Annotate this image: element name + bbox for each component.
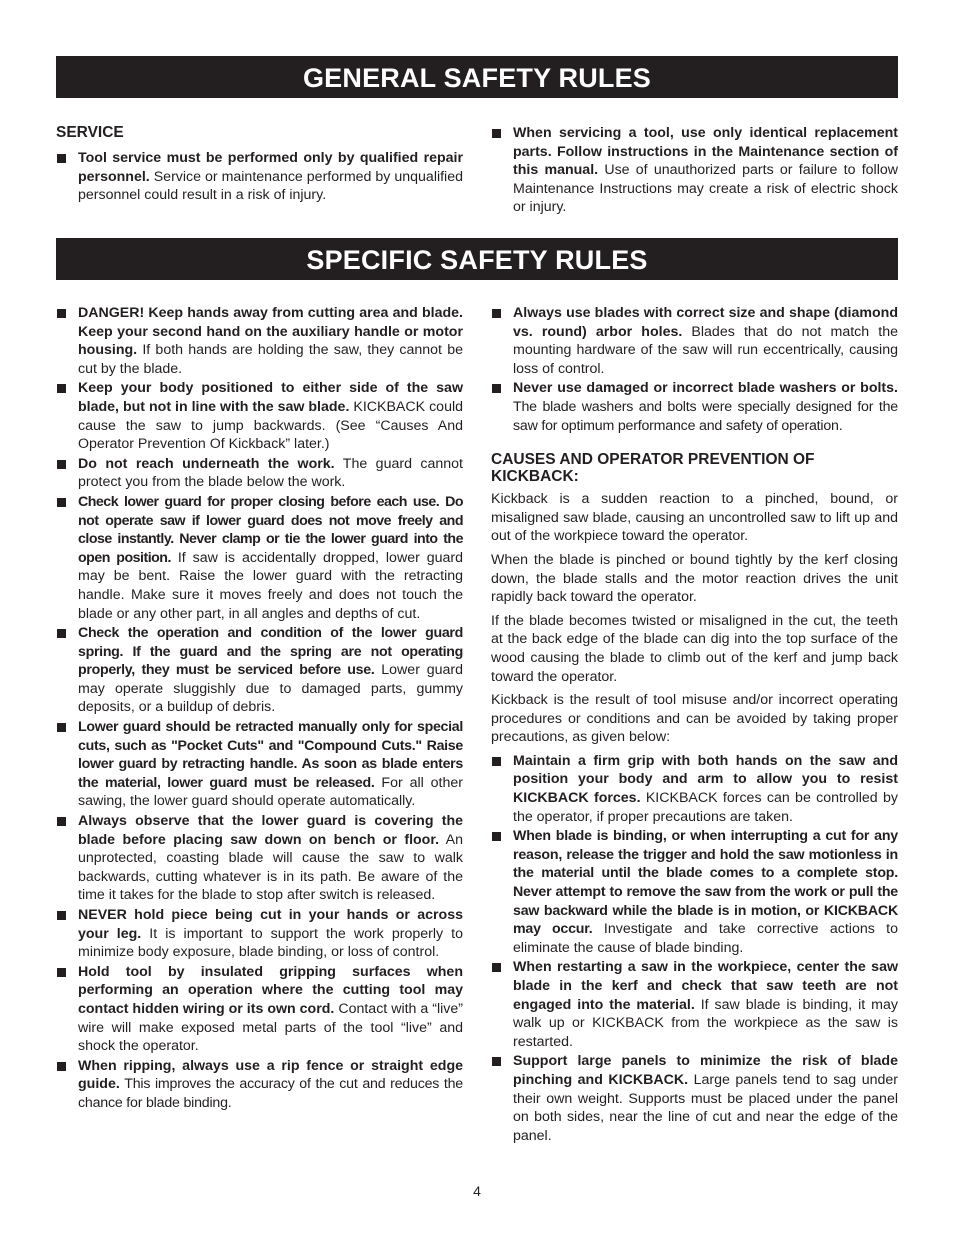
rule-text: KICKBACK could cause the saw to jump backwards. (See “Causes And Operator Prevention Of Kickback” later.) <box>78 398 463 453</box>
rule-bold: When restarting a saw in the workpiece, center the saw blade in the kerf and check that saw teeth are not engaged into the material. <box>513 959 898 1013</box>
rule-text: If saw is accidentally dropped, lower guard may be bent. Raise the lower guard with the retracting handle. Make sure it moves freely and does not touch the blade or any other part, in all angles and depths of cut. <box>78 549 464 622</box>
rule-text: KICKBACK forces can be controlled by the operator, if proper precautions are taken. <box>513 790 898 825</box>
rule-item <box>56 1057 463 1113</box>
rule-text: The blade washers and bolts were specially designed for the saw for optimum performance and safety of operation. <box>513 398 898 434</box>
square-bullet-icon <box>57 309 66 318</box>
rule-bold: Check the operation and condition of the lower guard spring. If the guard and the spring are not operating properly, they must be serviced before use. <box>78 625 463 679</box>
specific-rules-left-column <box>56 304 463 1114</box>
square-bullet-icon <box>57 384 66 393</box>
page-number: 4 <box>473 1183 481 1199</box>
square-bullet-icon <box>57 968 66 977</box>
rule-text: Large panels tend to sag under their own weight. Supports must be placed under the panel on both sides, near the line of cut and near the edge of the panel. <box>513 1071 898 1144</box>
square-bullet-icon <box>57 154 66 163</box>
specific-safety-rules-banner: SPECIFIC SAFETY RULES <box>56 238 898 280</box>
kickback-heading: CAUSES AND OPERATOR PREVENTION OF KICKBACK: <box>491 451 815 486</box>
rule-text: Blades that do not match the mounting hardware of the saw will run eccentrically, causing loss of control. <box>513 323 898 377</box>
square-bullet-icon <box>492 1057 501 1066</box>
kickback-paragraph: If the blade becomes twisted or misaligned in the cut, the teeth at the back edge of the blade can dig into the top surface of the wood causing the blade to climb out of the kerf and jump back toward the operator. <box>491 612 898 685</box>
rule-text: An unprotected, coasting blade will cause the saw to walk backwards, cutting whatever is in its path. Be aware of the time it takes for the blade to stop after switch is released. <box>78 831 463 904</box>
rule-bold: DANGER! Keep hands away from cutting area and blade. Keep your second hand on the auxiliary handle or motor housing. <box>78 305 463 359</box>
rule-bold: Do not reach underneath the work. <box>78 455 335 472</box>
kickback-paragraph: Kickback is the result of tool misuse and/or incorrect operating procedures or conditions and can be avoided by taking proper precautions, as given below: <box>491 692 898 746</box>
rule-text: Lower guard may operate sluggishly due to damaged parts, gummy deposits, or a buildup of debris. <box>78 662 464 716</box>
rule-bold: Always observe that the lower guard is covering the blade before placing saw down on bench or floor. <box>78 813 463 848</box>
service-column-left <box>56 124 463 206</box>
square-bullet-icon <box>57 723 66 732</box>
square-bullet-icon <box>57 498 66 507</box>
square-bullet-icon <box>492 309 501 318</box>
rule-bold: Always use blades with correct size and shape (diamond vs. round) arbor holes. <box>513 305 898 340</box>
rule-bold: Never use damaged or incorrect blade washers or bolts. <box>513 380 898 397</box>
square-bullet-icon <box>492 963 501 972</box>
rule-text: Investigate and take corrective actions to eliminate the cause of blade binding. <box>513 921 898 956</box>
rule-item <box>491 752 898 826</box>
rule-item <box>491 124 898 217</box>
rule-item <box>56 963 463 1056</box>
rule-bold: When blade is binding, or when interrupting a cut for any reason, release the trigger and hold the saw motionless in the material until the blade comes to a complete stop. Never attempt to remove the saw from the work or pull the saw backward while the blade is in motion, or KICKBACK may occur. <box>513 828 898 938</box>
square-bullet-icon <box>57 460 66 469</box>
square-bullet-icon <box>492 832 501 841</box>
rule-bold: Lower guard should be retracted manually only for special cuts, such as "Pocket Cuts" and "Compound Cuts." Raise lower guard by retracting handle. As soon as blade enters the material, lower guard must be released. <box>78 719 463 791</box>
rule-text: Service or maintenance performed by unqualified personnel could result in a risk of injury. <box>78 168 463 204</box>
rule-item <box>491 379 898 435</box>
square-bullet-icon <box>492 757 501 766</box>
specific-rules-right-column <box>491 304 898 1146</box>
rule-text: If saw blade is binding, it may walk up or KICKBACK from the workpiece as the saw is restarted. <box>513 996 898 1050</box>
rule-text: For all other sawing, the lower guard should operate automatically. <box>78 774 463 810</box>
rule-item <box>56 812 463 905</box>
square-bullet-icon <box>57 629 66 638</box>
kickback-paragraph: Kickback is a sudden reaction to a pinched, bound, or misaligned saw blade, causing an uncontrolled saw to lift up and out of the workpiece toward the operator. <box>491 491 898 545</box>
rule-text: It is important to support the work properly to minimize body exposure, blade binding, or loss of control. <box>78 925 463 961</box>
square-bullet-icon <box>492 129 501 138</box>
rule-item <box>491 827 898 957</box>
rule-item <box>56 455 463 492</box>
rule-item <box>56 906 463 962</box>
rule-item <box>56 149 463 205</box>
rule-item <box>491 958 898 1051</box>
rule-text: Contact with a “live” wire will make exposed metal parts of the tool “live” and shock the operator. <box>78 1000 463 1055</box>
rule-item <box>56 718 463 811</box>
rule-bold: Support large panels to minimize the risk of blade pinching and KICKBACK. <box>513 1053 898 1088</box>
rule-item <box>56 624 463 717</box>
service-column-right <box>491 124 898 218</box>
rule-bold: When ripping, always use a rip fence or straight edge guide. <box>78 1057 463 1093</box>
service-heading: SERVICE <box>56 124 124 141</box>
rule-bold: Check lower guard for proper closing before each use. Do not operate saw if lower guard does not move freely and close instantly. Never clamp or tie the lower guard into the open position. <box>78 493 463 566</box>
rule-bold: Maintain a firm grip with both hands on the saw and position your body and arm to allow you to resist KICKBACK forces. <box>513 752 898 807</box>
rule-bold: Hold tool by insulated gripping surfaces when performing an operation where the cutting tool may contact hidden wiring or its own cord. <box>78 963 463 1017</box>
rule-bold: Keep your body positioned to either side of the saw blade, but not in line with the saw blade. <box>78 380 463 415</box>
rule-text: The guard cannot protect you from the blade below the work. <box>78 455 463 491</box>
rule-text: This improves the accuracy of the cut and reduces the chance for blade binding. <box>78 1076 463 1111</box>
kickback-paragraph: When the blade is pinched or bound tightly by the kerf closing down, the blade stalls and the motor reaction drives the unit rapidly back toward the operator. <box>491 551 898 606</box>
rule-item <box>56 304 463 378</box>
square-bullet-icon <box>57 1062 66 1071</box>
rule-item <box>491 304 898 378</box>
square-bullet-icon <box>492 384 501 393</box>
rule-text: If both hands are holding the saw, they cannot be cut by the blade. <box>78 342 463 377</box>
rule-item <box>56 379 463 453</box>
rule-bold: When servicing a tool, use only identical replacement parts. Follow instructions in the Maintenance section of this manual. <box>513 125 898 179</box>
rule-bold: Tool service must be performed only by qualified repair personnel. <box>78 150 463 185</box>
rule-item <box>56 493 463 623</box>
square-bullet-icon <box>57 817 66 826</box>
rule-text: Use of unauthorized parts or failure to follow Maintenance Instructions may create a risk of electric shock or injury. <box>513 162 898 216</box>
general-safety-rules-banner: GENERAL SAFETY RULES <box>56 56 898 98</box>
rule-item <box>491 1052 898 1145</box>
rule-bold: NEVER hold piece being cut in your hands or across your leg. <box>78 907 463 942</box>
square-bullet-icon <box>57 911 66 920</box>
